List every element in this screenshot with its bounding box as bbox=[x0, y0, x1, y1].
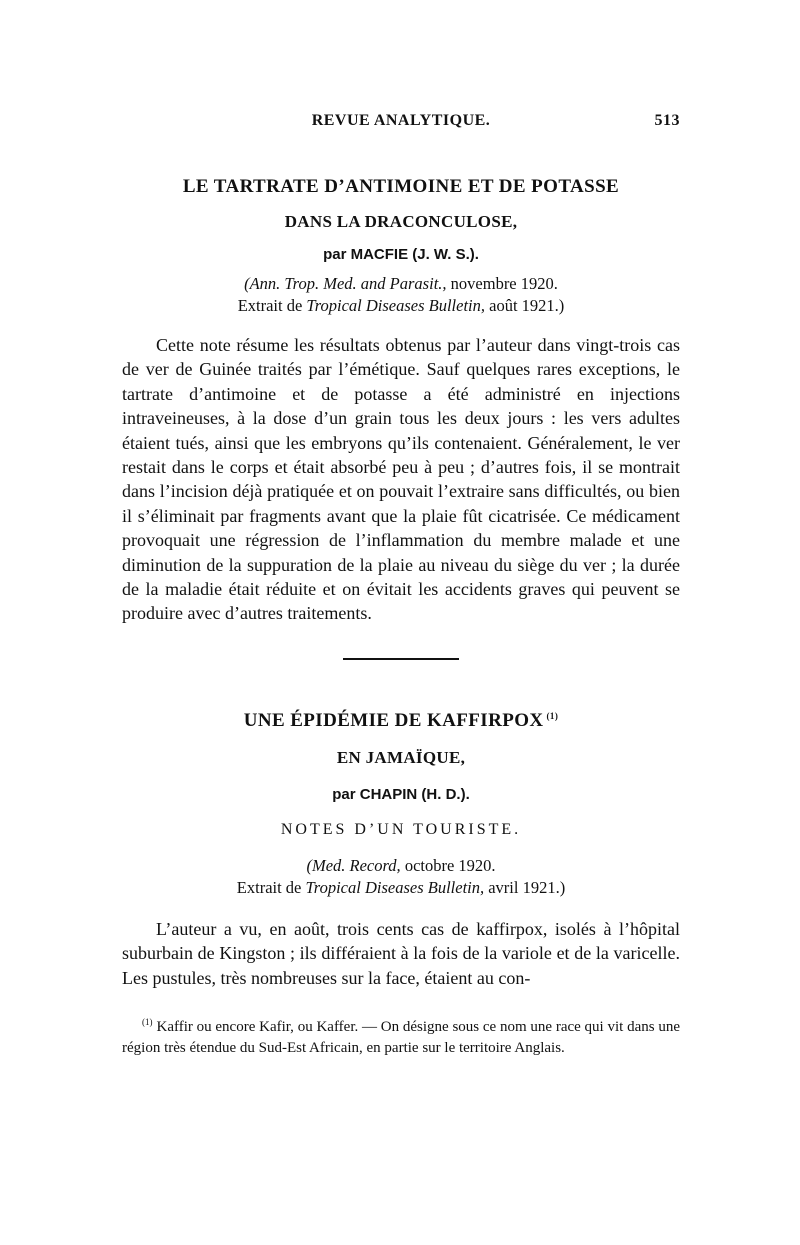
article-1-citation-bulletin-date: août 1921.) bbox=[485, 296, 565, 315]
article-2-author: par CHAPIN (H. D.). bbox=[332, 785, 470, 803]
footnote bbox=[122, 1012, 680, 1059]
article-2-title: UNE ÉPIDÉMIE DE KAFFIRPOX bbox=[243, 709, 544, 731]
article-2-citation-bulletin: Tropical Diseases Bulletin, bbox=[305, 877, 485, 897]
article-2-citation-line-2 bbox=[122, 877, 680, 899]
article-1-author: par MACFIE (J. W. S.). bbox=[323, 246, 479, 263]
article-2-citation-pre: Extrait de bbox=[236, 877, 306, 897]
article-2-subtitle: EN JAMAÏQUE, bbox=[336, 747, 466, 767]
article-2-citation-source: (Med. Record, bbox=[306, 855, 401, 875]
running-head bbox=[122, 112, 680, 136]
article-1-citation-date: novembre 1920. bbox=[446, 274, 558, 293]
page bbox=[122, 112, 680, 1059]
article-1-citation-pre: Extrait de bbox=[237, 296, 307, 315]
article-2-citation-date: octobre 1920. bbox=[400, 855, 496, 875]
article-2-title-line bbox=[122, 710, 680, 732]
article-1-citation-source: (Ann. Trop. Med. and Parasit., bbox=[244, 274, 447, 293]
article-1-title: LE TARTRATE D’ANTIMOINE ET DE POTASSE bbox=[182, 176, 620, 197]
article-1-subtitle: DANS LA DRACONCULOSE, bbox=[284, 212, 518, 231]
page-number: 513 bbox=[654, 112, 680, 129]
article-2-citation-line-1 bbox=[122, 855, 680, 877]
article-2 bbox=[122, 710, 680, 990]
article-2-notes-heading: NOTES D’UN TOURISTE. bbox=[280, 820, 522, 838]
article-1-body: Cette note résume les résultats obtenus par l’auteur dans vingt-trois cas de ver de Guinée traités par l’émétique. Sauf quelques rares exceptions, le tartrate d’antimoine et de potasse a été administré en injections intraveineuses, à la dose d’un grain tous les deux jours : les vers adultes étaient tués, ainsi que les embryons qu’ils contenaient. Généralement, le ver restait dans le corps et était absorbé peu à peu ; d’autres fois, il se montrait dans l’incision déjà pratiquée et on pouvait l’extraire sans difficultés, ou bien il s’éliminait par fragments avant que la plaie fût cicatrisée. Ce médicament provoquait une régression de l’inflammation du membre malade et une diminution de la suppuration de la plaie au niveau du siège du ver ; la durée de la maladie était réduite et on évitait les accidents graves qui peuvent se produire avec d’autres traitements. bbox=[122, 335, 680, 624]
article-1-citation-line-2 bbox=[122, 295, 680, 317]
footnote-reference: (1) bbox=[546, 710, 559, 721]
article-1-citation-line-1 bbox=[122, 273, 680, 295]
article-1 bbox=[122, 176, 680, 626]
footnote-text: Kaffir ou encore Kafir, ou Kaffer. — On désigne sous ce nom une race qui vit dans une région très étendue du Sud-Est Africain, en partie sur le territoire Anglais. bbox=[122, 1019, 680, 1057]
article-2-citation-bulletin-date: avril 1921.) bbox=[484, 877, 566, 897]
running-head-title: REVUE ANALYTIQUE. bbox=[311, 112, 491, 129]
article-1-citation-bulletin: Tropical Diseases Bulletin, bbox=[306, 296, 486, 315]
footnote-mark: (1) bbox=[142, 1017, 153, 1028]
article-2-body: L’auteur a vu, en août, trois cents cas de kaffirpox, isolés à l’hôpital suburbain de Kingston ; ils différaient à la fois de la variole et de la varicelle. Les pustules, très nombreuses sur la face, étaient au con- bbox=[122, 918, 680, 988]
